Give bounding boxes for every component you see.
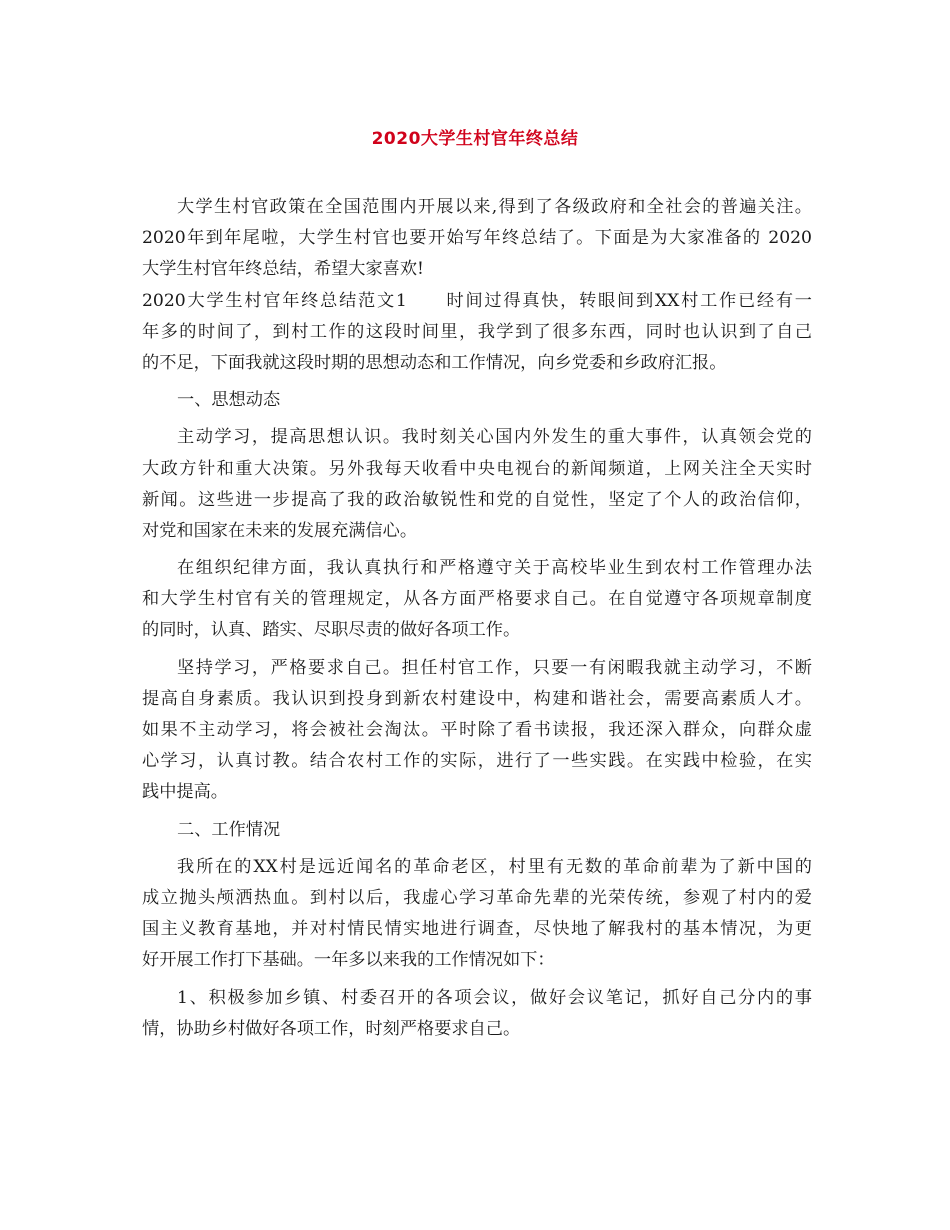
text-line: 坚持学习，严格要求自己。担任村官工作，只要一有闲暇我就主动学习，不断 <box>177 657 812 678</box>
text-line: 如果不主动学习，将会被社会淘汰。平时除了看书读报，我还深入群众，向群众虚 <box>142 720 812 740</box>
text-line: 践中提高。 <box>142 782 228 803</box>
text-line: 我所在的XX村是远近闻名的革命老区，村里有无数的革命前辈为了新中国的 <box>177 856 812 877</box>
text-line: 心学习，认真讨教。结合农村工作的实际，进行了一些实践。在实践中检验，在实 <box>142 751 812 772</box>
text-line: 大学生村官年终总结，希望大家喜欢! <box>142 259 424 280</box>
text-line: 好开展工作打下基础。一年多以来我的工作情况如下： <box>142 950 555 971</box>
text-line: 2020年到年尾啦，大学生村官也要开始写年终总结了。下面是为大家准备的 2020 <box>142 228 812 249</box>
text-line: 的同时，认真、踏实、尽职尽责的做好各项工作。 <box>142 620 521 641</box>
text-line: 在组织纪律方面，我认真执行和严格遵守关于高校毕业生到农村工作管理办法 <box>177 558 812 579</box>
text-line: 二、工作情况 <box>177 819 281 840</box>
document-title: 2020大学生村官年终总结 <box>371 129 579 149</box>
text-line: 的不足，下面我就这段时期的思想动态和工作情况，向乡党委和乡政府汇报。 <box>142 352 727 373</box>
text-line: 成立抛头颅洒热血。到村以后，我虚心学习革命先辈的光荣传统，参观了村内的爱 <box>142 887 812 908</box>
text-line: 国主义教育基地，并对村情民情实地进行调查，尽快地了解我村的基本情况，为更 <box>142 919 812 940</box>
text-line: 和大学生村官有关的管理规定，从各方面严格要求自己。在自觉遵守各项规章制度 <box>142 589 812 610</box>
text-line: 2020大学生村官年终总结范文1 时间过得真快，转眼间到XX村工作已经有一 <box>142 290 812 311</box>
document-body <box>142 192 812 1045</box>
text-line: 大政方针和重大决策。另外我每天收看中央电视台的新闻频道，上网关注全天实时 <box>142 458 812 479</box>
text-line: 对党和国家在未来的发展充满信心。 <box>142 520 418 541</box>
text-line: 主动学习，提高思想认识。我时刻关心国内外发生的重大事件，认真领会党的 <box>177 427 812 448</box>
text-line: 1、积极参加乡镇、村委召开的各项会议，做好会议笔记，抓好自己分内的事 <box>177 987 812 1008</box>
text-line: 年多的时间了，到村工作的这段时间里，我学到了很多东西，同时也认识到了自己 <box>142 321 812 342</box>
text-line: 提高自身素质。我认识到投身到新农村建设中，构建和谐社会，需要高素质人才。 <box>142 688 812 709</box>
text-line: 情，协助乡村做好各项工作，时刻严格要求自己。 <box>142 1018 521 1039</box>
text-line: 大学生村官政策在全国范围内开展以来,得到了各级政府和全社会的普遍关注。 <box>177 197 812 217</box>
text-line: 一、思想动态 <box>177 390 281 411</box>
text-line: 新闻。这些进一步提高了我的政治敏锐性和党的自觉性，坚定了个人的政治信仰， <box>142 489 812 510</box>
